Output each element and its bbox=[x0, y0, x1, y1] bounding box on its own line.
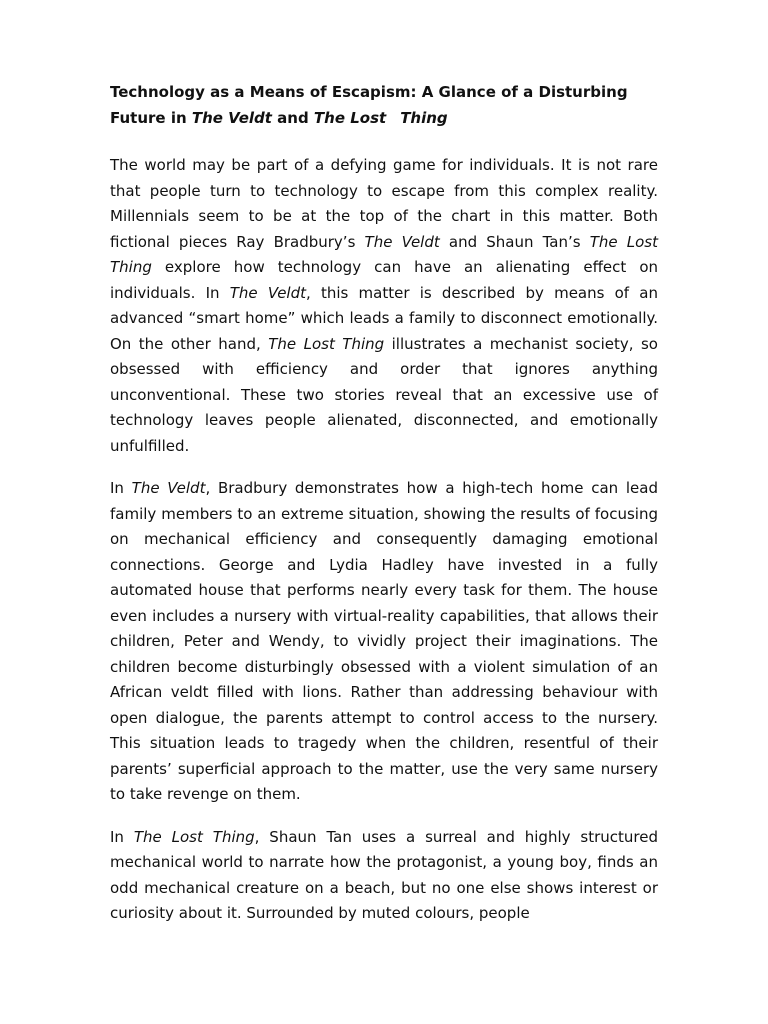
p1-text-2: and Shaun Tan’s bbox=[439, 232, 590, 251]
paragraph-lost-thing bbox=[110, 825, 658, 927]
paragraph-veldt bbox=[110, 476, 658, 808]
p1-text-4: , this matter is described by means of an advanced “smart home” which leads a family to disconnect emotionally. On the other hand, bbox=[110, 283, 658, 353]
p3-text-1: In bbox=[110, 827, 134, 846]
p2-text-1: In bbox=[110, 479, 132, 497]
p1-text-1: The world may be part of a defying game for individuals. It is not rare that people turn to technology to escape from this complex reality. Millennials seem to be at the top of the chart in this matter. Both fictional pieces Ray Bradbury’s bbox=[110, 156, 658, 251]
p3-text-2: , Shaun Tan uses a surreal and highly structured mechanical world to narrate how the protagonist, a young boy, finds an odd mechanical creature on a beach, but no one else shows interest or curiosity about it. Surrounded by muted colours, people bbox=[110, 827, 659, 922]
p1-italic-4: The Lost Thing bbox=[268, 334, 385, 353]
title-and: and bbox=[271, 108, 314, 127]
p1-italic-1: The Veldt bbox=[364, 232, 440, 251]
title-work-lost-thing-a: The Lost bbox=[313, 108, 387, 127]
title-work-lost-thing-b: Thing bbox=[400, 108, 448, 127]
p1-italic-2: The Lost Thing bbox=[110, 232, 658, 276]
p2-text-2: , Bradbury demonstrates how a high-tech home can lead family members to an extreme situation, showing the results of focusing on mechanical efficiency and consequently damaging emotional connections. George and Lydia Hadley have invested in a fully automated house that performs nearly every task for them. The house even includes a nursery with virtual-reality capabilities, that allows their children, Peter and Wendy, to vividly project their imaginations. The children become disturbingly obsessed with a violent simulation of an African veldt filled with lions. Rather than addressing behaviour with open dialogue, the parents attempt to control access to the nursery. This situation leads to tragedy when the children, resentful of their parents’ superficial approach to the matter, use the very same nursery to take revenge on them. bbox=[110, 479, 658, 803]
paragraph-intro bbox=[110, 153, 658, 459]
document-title bbox=[110, 80, 658, 131]
title-text: Technology as a Means of Escapism: A Glance of a Disturbing Future in bbox=[110, 83, 628, 127]
document-page bbox=[110, 80, 658, 927]
p1-text-5: illustrates a mechanist society, so obsessed with efficiency and order that ignores anything unconventional. These two stories reveal that an excessive use of technology leaves people alienated, disconnected, and emotionally unfulfilled. bbox=[110, 334, 658, 455]
p1-text-3: explore how technology can have an alienating effect on individuals. In bbox=[110, 258, 658, 302]
title-work-veldt: The Veldt bbox=[191, 108, 272, 127]
p2-italic-1: The Veldt bbox=[131, 479, 206, 497]
p1-italic-3: The Veldt bbox=[229, 283, 306, 302]
p3-italic-1: The Lost Thing bbox=[133, 827, 255, 846]
